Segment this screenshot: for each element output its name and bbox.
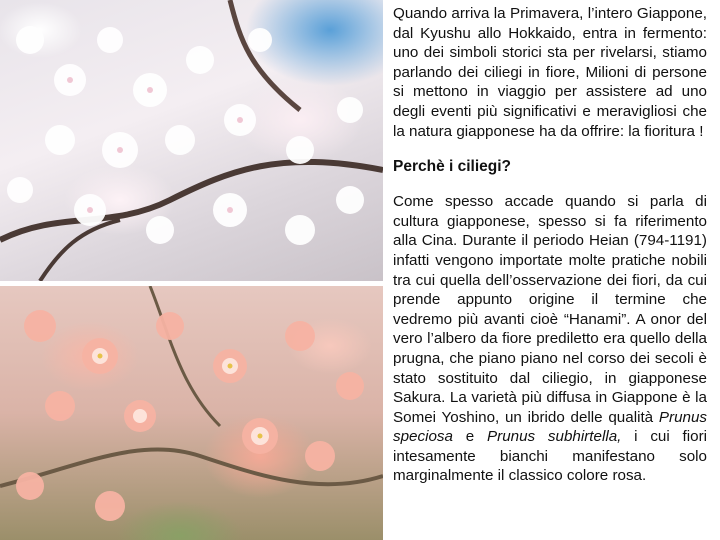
cherry-blossom-white-photo xyxy=(0,0,383,281)
white-blossom-illustration xyxy=(0,0,383,281)
body-text-part1: Come spesso accade quando si parla di cultura giapponese, spesso si fa riferimento alla Cina. Durante il periodo Heian (794-1191) infatti vengono importate molte pratiche nobili tra cui quella dell’osservazione dei fiori, da cui prende appunto origine il termine che vedremo più avanti cioè “Hanami”. A onor del vero l’albero da fiore prediletto era quello della prugna, che piano piano nel corso dei secoli è stato sostituito dal ciliegio, in giapponese Sakura. La varietà più diffusa in Giappone è la Somei Yoshino, un ibrido delle qualità xyxy=(393,193,707,426)
cherry-blossom-pink-photo xyxy=(0,286,383,540)
article-text xyxy=(393,4,707,486)
section-heading: Perchè i ciliegi? xyxy=(393,158,512,176)
body-paragraph xyxy=(393,192,707,486)
species-name-subhirtella: Prunus subhirtella, xyxy=(487,428,622,446)
pink-blossom-illustration xyxy=(0,286,383,540)
species-name-speciosa: Prunus speciosa xyxy=(393,408,707,446)
body-connector: e xyxy=(452,428,487,446)
intro-paragraph: Quando arriva la Primavera, l’intero Giappone, dal Kyushu allo Hokkaido, entra in fermento: uno dei simboli storici sta per rivelarsi, stiamo parlando dei ciliegi in fiore, Milioni di persone si mettono in viaggio per assistere ad uno degli eventi più significativi e meravigliosi che la natura giapponese ha da offrire: la fioritura ! xyxy=(393,5,707,140)
body-text-part2: i cui fiori intesamente bianchi manifestano solo marginalmente il classico colore rosa. xyxy=(393,428,707,485)
